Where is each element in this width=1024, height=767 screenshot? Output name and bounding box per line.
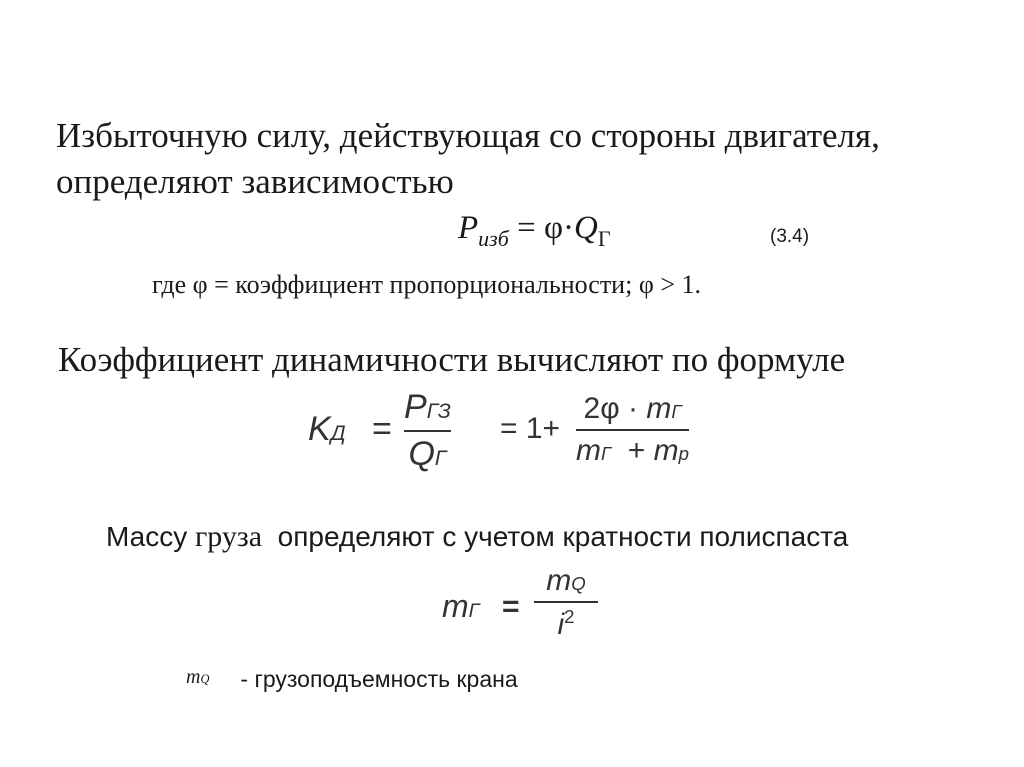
mg-equals: = (502, 590, 520, 623)
kd-frac1-den-sub: Г (434, 447, 447, 470)
formula-lhs: P (458, 210, 479, 246)
kd-fraction-1-numerator (404, 388, 451, 427)
kd-frac2-den-sub1: Г (601, 443, 612, 464)
kd-frac1-num-sub: ГЗ (426, 400, 451, 423)
kd-frac2-den-var1: m (576, 434, 601, 467)
formula-equals: = (508, 210, 544, 246)
mg-formula-lhs (442, 588, 479, 625)
fraction-bar (534, 601, 598, 603)
mg-subscript: Г (468, 600, 480, 622)
kd-fraction-1 (404, 388, 451, 474)
kd-frac1-num-var: P (404, 388, 427, 426)
formula-explanation: где φ = коэффициент пропорциональности; φ > 1. (152, 270, 701, 299)
mg-den-exponent: 2 (564, 606, 575, 627)
kd-equals: = (372, 410, 392, 448)
kd-fraction-2 (576, 392, 689, 468)
mg-fraction-numerator (546, 564, 585, 598)
kd-fraction-1-denominator (408, 435, 446, 474)
kd-frac2-num-prefix: 2φ · (583, 392, 647, 425)
mass-heading-part-1: Массу (106, 521, 195, 552)
dynamic-coefficient-heading: Коэффициент динамичности вычисляют по формуле (58, 340, 846, 379)
kd-fraction-2-numerator (584, 392, 682, 426)
kd-frac2-den-var2: m (653, 434, 679, 467)
kd-formula-lhs (308, 410, 346, 449)
kd-frac2-den-plus: + (611, 434, 654, 467)
mq-description: - грузоподъемность крана (234, 666, 518, 692)
kd-symbol: K (308, 410, 331, 448)
fraction-bar (576, 429, 689, 431)
mg-den-var: i (557, 608, 565, 641)
equation-number: (3.4) (770, 226, 810, 247)
kd-equals-one-plus: = 1+ (500, 412, 561, 445)
formula-excess-force (458, 210, 611, 251)
cargo-mass-heading (106, 520, 848, 554)
kd-frac2-den-sub2: p (678, 443, 689, 464)
mq-var: m (186, 666, 201, 688)
formula-phi: φ (543, 210, 563, 246)
intro-text-line-2: определяют зависимостью (56, 162, 454, 201)
mg-num-sub: Q (571, 573, 586, 594)
kd-subscript: Д (330, 422, 346, 445)
formula-lhs-subscript: изб (478, 226, 509, 251)
formula-dot: · (563, 210, 574, 246)
mg-fraction (534, 564, 598, 642)
formula-rhs-subscript: Г (597, 226, 611, 251)
intro-text-line-1: Избыточную силу, действующая со стороны двигателя, (56, 116, 880, 155)
kd-fraction-2-denominator (576, 434, 689, 468)
mg-symbol: m (442, 588, 469, 624)
kd-frac2-num-var: m (646, 392, 672, 425)
mq-sub: Q (200, 672, 210, 686)
kd-frac1-den-var: Q (408, 435, 435, 473)
mg-fraction-denominator (557, 606, 574, 642)
mass-heading-part-3: определяют с учетом кратности полиспаста (262, 521, 849, 552)
formula-rhs: Q (574, 210, 598, 246)
mg-num-var: m (546, 564, 572, 597)
kd-frac2-num-sub: Г (671, 401, 682, 422)
fraction-bar (404, 430, 451, 432)
mq-symbol (186, 666, 209, 689)
mass-heading-part-2: груза (195, 520, 263, 553)
